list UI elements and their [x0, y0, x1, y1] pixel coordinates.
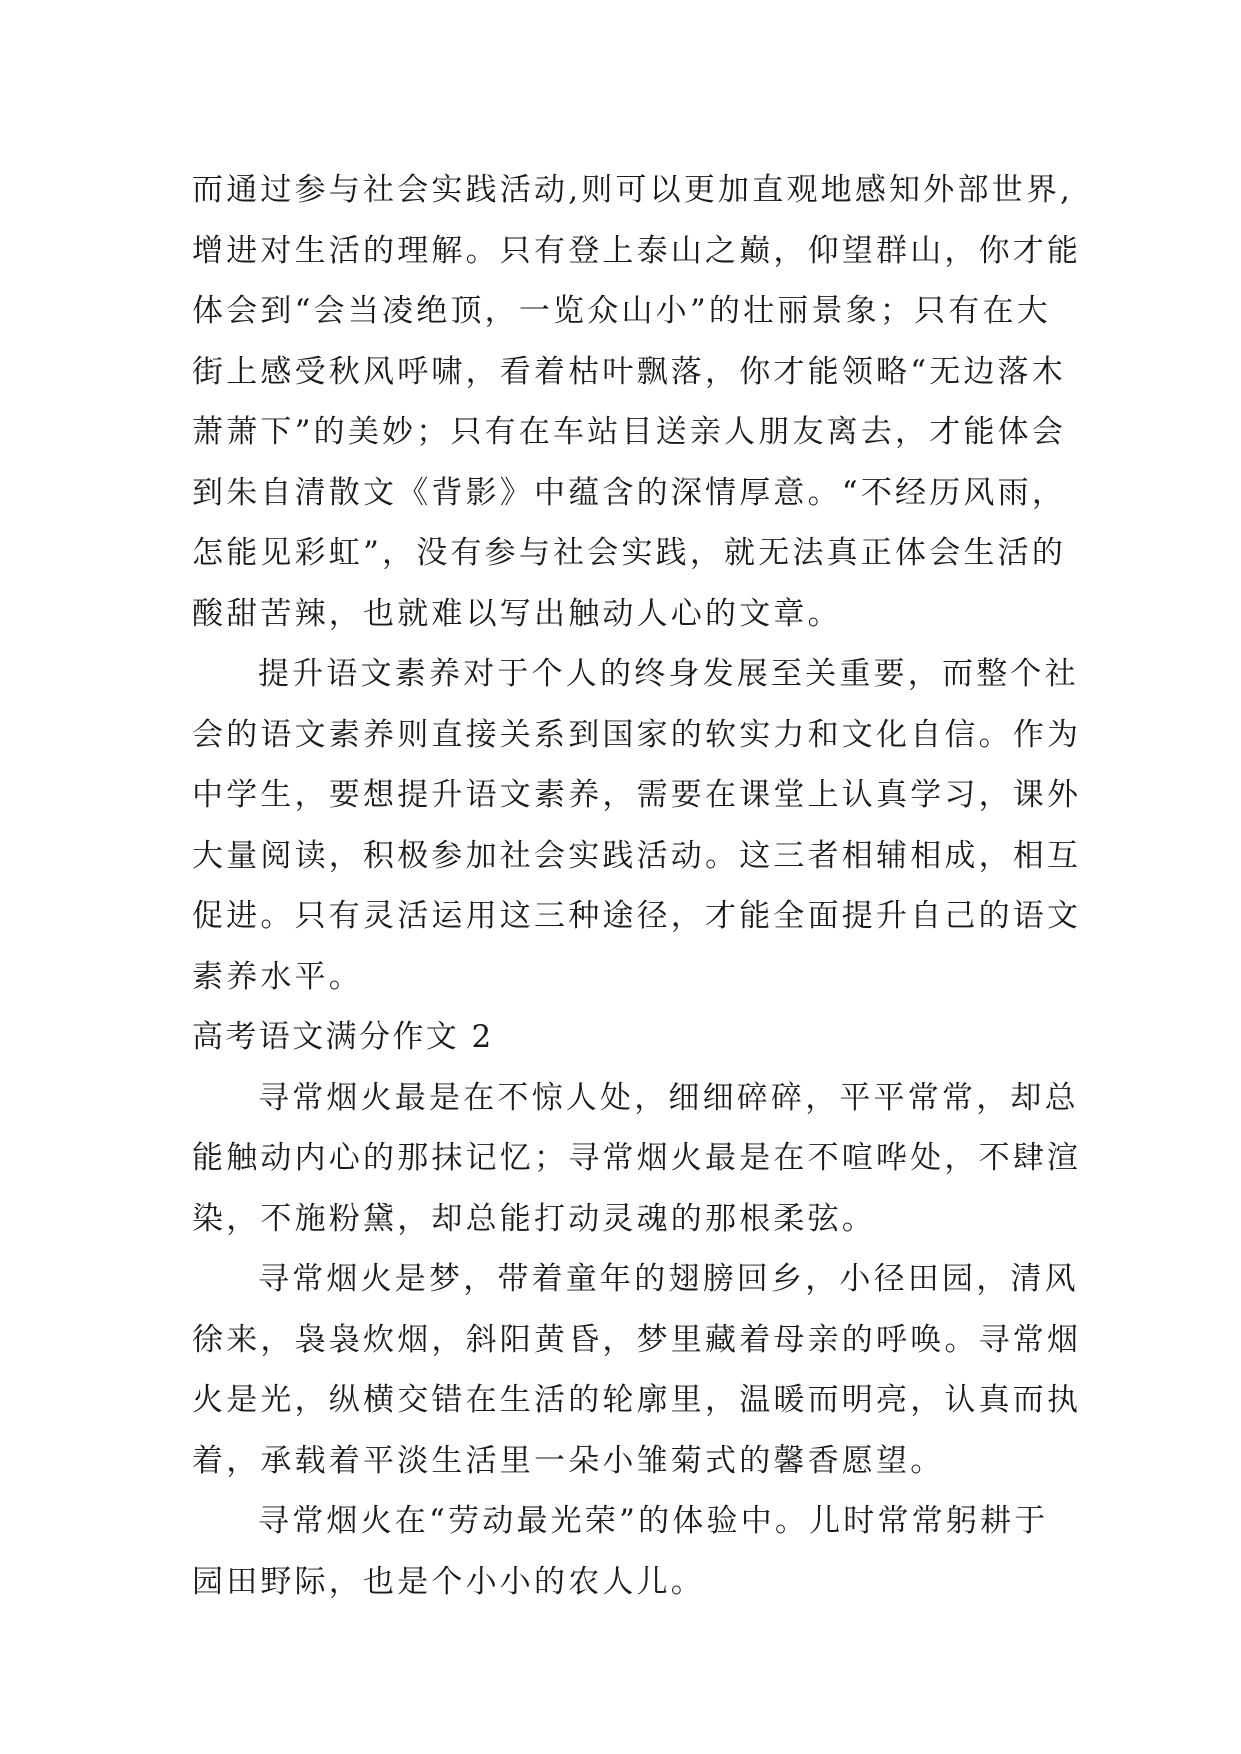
paragraph-practice	[192, 160, 1082, 644]
text-line: 寻常烟火是梦，带着童年的翅膀回乡，小径田园，清风	[258, 1261, 1079, 1297]
text-line: 寻常烟火在“劳动最光荣”的体验中。儿时常常躬耕于	[258, 1503, 1049, 1539]
text-line: 染，不施粉黛，却总能打动灵魂的那根柔弦。	[192, 1200, 876, 1237]
text-line: 怎能见彩虹”，没有参与社会实践，就无法真正体会生活的	[192, 535, 1067, 571]
text-line: 寻常烟火最是在不惊人处，细细碎碎，平平常常，却总	[258, 1079, 1079, 1116]
text-line: 而通过参与社会实践活动,则可以更加直观地感知外部世界,	[192, 172, 1074, 208]
text-line: 增进对生活的理解。只有登上泰山之巅，仰望群山，你才能	[192, 232, 1082, 269]
document-body	[192, 160, 1082, 1612]
text-line: 着，承载着平淡生活里一朵小雏菊式的馨香愿望。	[192, 1442, 945, 1479]
text-line: 徐来，袅袅炊烟，斜阳黄昏，梦里藏着母亲的呼唤。寻常烟	[192, 1321, 1082, 1358]
text-line: 街上感受秋风呼啸，看着枯叶飘落，你才能领略“无边落木	[192, 353, 1067, 390]
text-line: 酸甜苦辣，也就难以写出触动人心的文章。	[192, 595, 842, 632]
section-heading: 高考语文满分作文 2	[192, 1019, 494, 1055]
text-line: 素养水平。	[192, 958, 363, 995]
text-line: 会的语文素养则直接关系到国家的软实力和文化自信。作为	[192, 716, 1082, 753]
paragraph-essay-labor	[192, 1491, 1072, 1612]
text-line: 火是光，纵横交错在生活的轮廓里，温暖而明亮，认真而执	[192, 1382, 1082, 1418]
text-line: 到朱自清散文《背影》中蕴含的深情厚意。“不经历风雨，	[192, 474, 1067, 511]
paragraph-essay-dream	[192, 1249, 1082, 1491]
text-line: 提升语文素养对于个人的终身发展至关重要，而整个社	[258, 656, 1079, 692]
text-line: 能触动内心的那抹记忆；寻常烟火最是在不喧哗处，不肆渲	[192, 1140, 1082, 1176]
text-line: 大量阅读，积极参加社会实践活动。这三者相辅相成，相互	[192, 837, 1082, 874]
text-line: 萧萧下”的美妙；只有在车站目送亲人朋友离去，才能体会	[192, 414, 1067, 450]
paragraph-essay-intro	[192, 1068, 1082, 1250]
paragraph-conclusion	[192, 644, 1082, 1007]
text-line: 体会到“会当凌绝顶，一览众山小”的壮丽景象；只有在大	[192, 293, 1051, 329]
text-line: 中学生，要想提升语文素养，需要在课堂上认真学习，课外	[192, 777, 1082, 813]
text-line: 园田野际，也是个小小的农人儿。	[192, 1563, 705, 1600]
text-line: 促进。只有灵活运用这三种途径，才能全面提升自己的语文	[192, 898, 1082, 934]
